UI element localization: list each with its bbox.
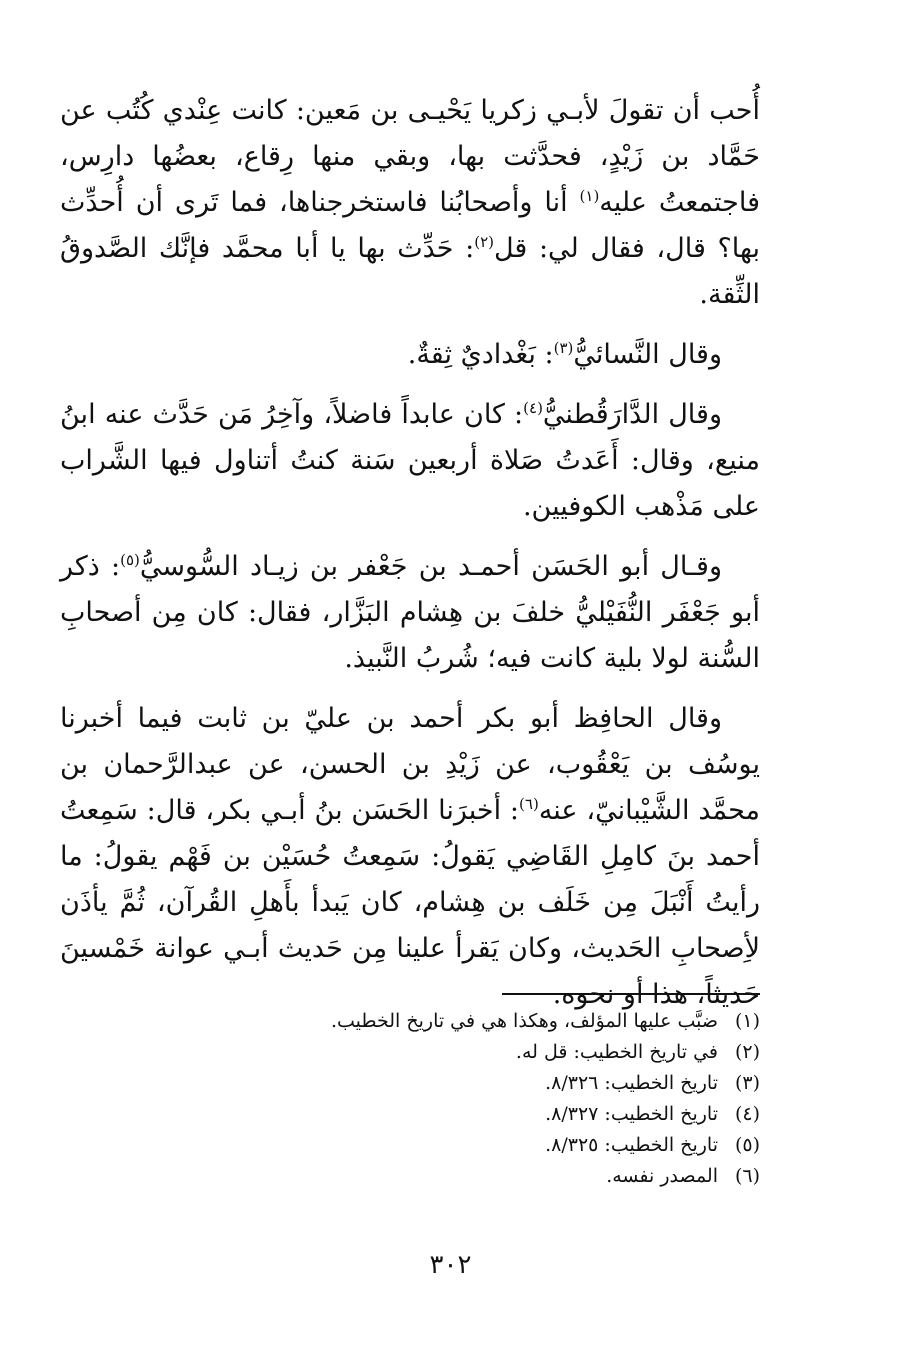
footnote-4 (200, 1099, 760, 1130)
footnote-text: تاريخ الخطيب: ٨/٣٢٧. (545, 1103, 718, 1125)
footnote-text: المصدر نفسه. (606, 1165, 718, 1187)
footnote-marker-2: (٢) (474, 233, 494, 251)
footnote-text: في تاريخ الخطيب: قل له. (515, 1041, 718, 1063)
footnote-marker-1: (١) (579, 187, 600, 205)
footnote-number: (٦) (734, 1165, 760, 1187)
paragraph-1-continued: أنا وأصحابُنا فاستخرجناها، فما تَرى أن أُحدِّث بها؟ قال، فقال لي: قل (60, 187, 760, 264)
paragraph-5-text: وقال الحافِظ أبو بكر أحمد بن عليّ بن ثابت فيما أخبرنا يوسُف بن يَعْقُوب، عن زَيْدِ بن الحسن، عن عبدالرَّحمان بن محمَّد الشَّيْبانيّ، عنه (60, 703, 761, 826)
paragraph-1-text: أُحب أن تقولَ لأبـي زكريا يَحْيـى بن مَعين: كانت عِنْدي كُتُب عن حَمَّاد بن زَيْدٍ، فحدَّثت بها، وبقي منها رِقاع، بعضُها دارِس، فاجتمعتُ عليه (60, 95, 760, 218)
footnotes (200, 1006, 760, 1192)
footnote-number: (١) (734, 1010, 760, 1032)
footnote-2 (200, 1037, 760, 1068)
footnote-text: تاريخ الخطيب: ٨/٣٢٦. (545, 1072, 718, 1094)
paragraph-4-text: وقـال أبو الحَسَن أحمـد بن جَعْفر بن زيـاد السُّوسيُّ (139, 551, 722, 582)
footnote-marker-5: (٥) (120, 551, 140, 569)
paragraph-4 (60, 544, 760, 682)
footnote-6 (200, 1161, 760, 1192)
paragraph-1-end: : حَدِّث بها يا أبا محمَّد فإنَّك الصَّدوقُ الثِّقة. (60, 233, 760, 310)
paragraph-3-continued: : كان عابداً فاضلاً، وآخِرُ مَن حَدَّث عنه ابنُ منيع، وقال: أَعَدتُ صَلاة أربعين سَنة كنتُ أتناول فيها الشَّراب على مَذْهب الكوفيين. (60, 399, 760, 522)
paragraph-5 (60, 696, 760, 1018)
footnote-number: (٥) (734, 1134, 760, 1156)
main-text (60, 88, 760, 1032)
footnote-1 (200, 1006, 760, 1037)
footnote-text: تاريخ الخطيب: ٨/٣٢٥. (545, 1134, 718, 1156)
paragraph-2-continued: : بَغْداديٌ ثِقةٌ. (407, 339, 554, 370)
paragraph-4-continued: : ذكر أبو جَعْفَر النُّفَيْليُّ خلفَ بن هِشام البَزَّار، فقال: كان مِن أصحابِ السُّنة لولا بلية كانت فيه؛ شُربُ النَّبيذ. (60, 551, 760, 674)
footnote-number: (٢) (734, 1041, 760, 1063)
footnote-number: (٤) (734, 1103, 760, 1125)
footnote-marker-4: (٤) (523, 399, 543, 417)
paragraph-2 (60, 332, 760, 378)
footnote-divider (502, 993, 760, 995)
page-number: ٣٠٢ (429, 1250, 472, 1280)
paragraph-5-continued: : أخبرَنا الحَسَن بنُ أبـي بكر، قال: سَمِعتُ أحمد بنَ كامِلِ القَاضِي يَقولُ: سَمِعتُ حُسَيْن بن فَهْم يقولُ: ما رأيتُ أَنْبَلَ مِن خَلَف بن هِشام، كان يَبدأ بأَهلِ القُرآن، ثُمَّ يأذَن لأِصحابِ الحَديث، وكان يَقرأ علينا مِن حَديث أبـي عوانة خَمْسينَ حَديثاً، هذا أو نحوه. (60, 795, 760, 1010)
footnote-number: (٣) (734, 1072, 760, 1094)
paragraph-3-text: وقال الدَّارَقُطنيُّ (542, 399, 722, 430)
footnote-text: ضبَّب عليها المؤلف، وهكذا هي في تاريخ الخطيب. (330, 1010, 718, 1032)
paragraph-3 (60, 392, 760, 530)
footnote-marker-6: (٦) (519, 795, 539, 813)
footnote-marker-3: (٣) (553, 339, 574, 357)
paragraph-2-text: وقال النَّسائيُّ (573, 339, 722, 370)
footnote-5 (200, 1130, 760, 1161)
paragraph-1 (60, 88, 760, 318)
footnote-3 (200, 1068, 760, 1099)
